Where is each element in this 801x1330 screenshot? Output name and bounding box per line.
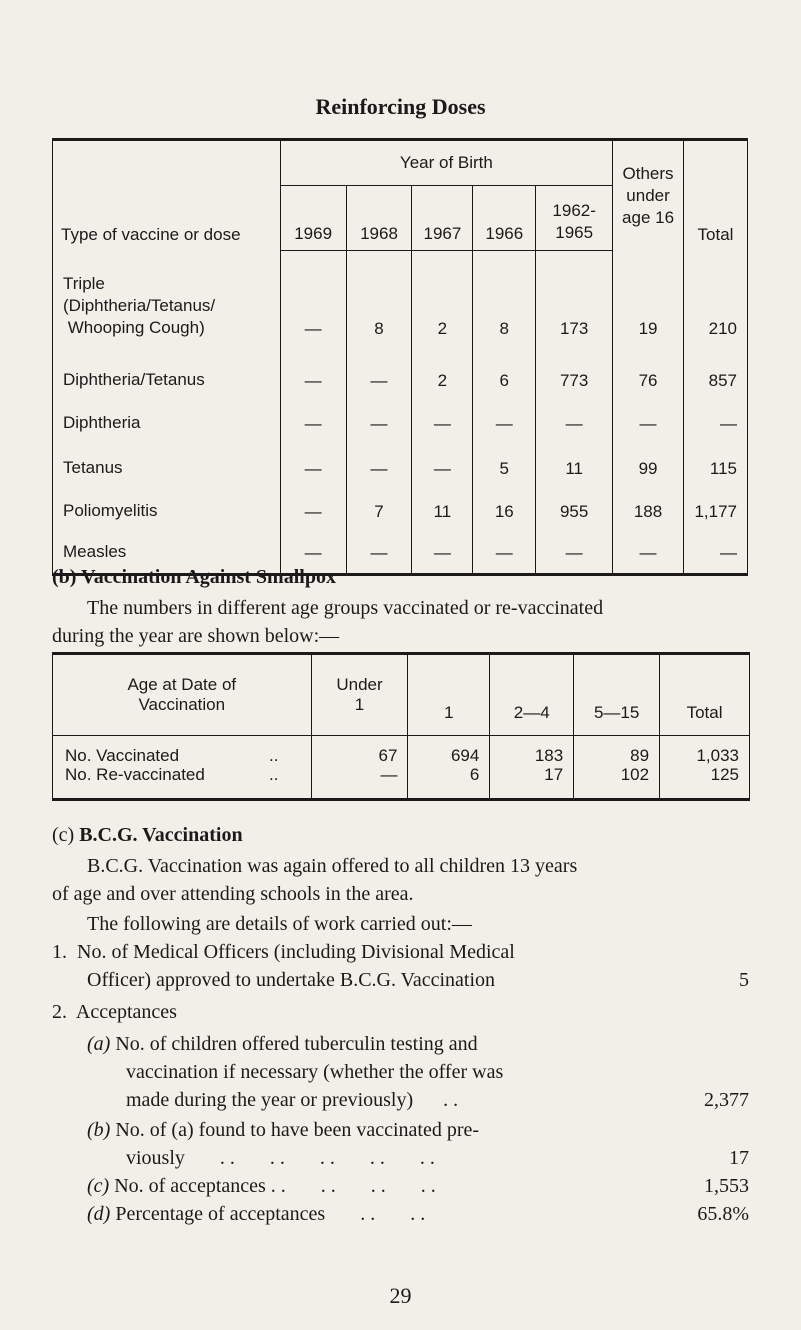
- bcg-item-a-continued: made during the year or previously) . .: [126, 1089, 459, 1111]
- table-cell: —: [536, 525, 613, 575]
- bcg-item-1-value: 5: [739, 969, 749, 991]
- table-cell-total: 857: [683, 342, 747, 394]
- row-labels: [53, 736, 312, 800]
- table-row: [53, 437, 748, 482]
- bcg-item-a-value: 2,377: [704, 1089, 749, 1111]
- table-cell: —: [473, 394, 536, 437]
- year-of-birth-header: Year of Birth: [280, 140, 612, 186]
- row-label: Measles: [63, 542, 127, 561]
- table-cell: 773: [536, 342, 613, 394]
- column-header-type: Type of vaccine or dose: [61, 224, 241, 244]
- table-cell: —: [346, 394, 412, 437]
- table-cell: —: [280, 251, 346, 343]
- row-label: Diphtheria/Tetanus: [63, 370, 205, 389]
- bcg-item-c: (c) No. of acceptances . . . . . . . .: [87, 1175, 436, 1197]
- table-cell-total: —: [683, 394, 747, 437]
- column-header-age-1: 1: [408, 654, 490, 736]
- column-header-age-2-4: 2—4: [490, 654, 574, 736]
- bcg-item-1: 1. No. of Medical Officers (including Divisional Medical: [52, 941, 515, 963]
- table-cell: —: [280, 437, 346, 482]
- table-cell: 173: [536, 251, 613, 343]
- row-label-text: No. Vaccinated No. Re-vaccinated: [65, 746, 205, 784]
- bcg-item-c-value: 1,553: [704, 1175, 749, 1197]
- row-label: Poliomyelitis: [63, 501, 158, 520]
- table-row: [53, 394, 748, 437]
- table-cell: —: [412, 394, 473, 437]
- column-header-year: 1967: [412, 186, 473, 251]
- table-cell: —: [536, 394, 613, 437]
- table-cell: 76: [613, 342, 684, 394]
- smallpox-vaccination-table: [52, 652, 750, 801]
- column-header-age: Age at Date of Vaccination: [53, 654, 312, 736]
- table-cell: 955: [536, 482, 613, 525]
- bcg-item-a: (a) No. of children offered tuberculin testing and: [87, 1033, 478, 1055]
- table-cell: —: [346, 525, 412, 575]
- column-header-year: 1962- 1965: [536, 186, 613, 251]
- bcg-paragraph-line: B.C.G. Vaccination was again offered to all children 13 years: [87, 855, 578, 877]
- bcg-item-1-continued: Officer) approved to undertake B.C.G. Vaccination: [87, 969, 496, 991]
- column-header-total: Total: [683, 140, 747, 251]
- table-cell-total: 1,177: [683, 482, 747, 525]
- section-heading-bcg: (c) B.C.G. Vaccination: [52, 824, 243, 846]
- bcg-item-b: (b) No. of (a) found to have been vaccinated pre-: [87, 1119, 480, 1141]
- table-cell: 11: [412, 482, 473, 525]
- bcg-item-2: 2. Acceptances: [52, 1001, 177, 1023]
- table-cell: —: [280, 394, 346, 437]
- bcg-paragraph-line: of age and over attending schools in the area.: [52, 883, 414, 905]
- table-cell-total: 210: [683, 251, 747, 343]
- table-cell: 67 —: [311, 736, 408, 800]
- row-label: Tetanus: [63, 458, 123, 477]
- table-cell: 19: [613, 251, 684, 343]
- table-row: [53, 736, 750, 800]
- leader-dots: .. ..: [269, 746, 279, 784]
- column-header-others: Others under age 16: [613, 140, 684, 251]
- table-cell-total: 1,033 125: [660, 736, 750, 800]
- table-cell: 2: [412, 251, 473, 343]
- column-header-year: 1966: [473, 186, 536, 251]
- table-cell: 183 17: [490, 736, 574, 800]
- bcg-item-a-continued: vaccination if necessary (whether the offer was: [126, 1061, 504, 1083]
- table-cell: 5: [473, 437, 536, 482]
- table-cell-total: —: [683, 525, 747, 575]
- column-header-total: Total: [660, 654, 750, 736]
- table-cell: —: [280, 482, 346, 525]
- table-cell: —: [412, 437, 473, 482]
- reinforcing-doses-table: [52, 138, 748, 576]
- bcg-item-d-value: 65.8%: [697, 1203, 749, 1225]
- table-cell: —: [346, 342, 412, 394]
- table-cell: 11: [536, 437, 613, 482]
- table-cell: 89 102: [574, 736, 660, 800]
- table-cell: 2: [412, 342, 473, 394]
- table-cell: —: [280, 525, 346, 575]
- table-cell-total: 115: [683, 437, 747, 482]
- table-cell: 99: [613, 437, 684, 482]
- bcg-item-b-continued: viously . . . . . . . . . .: [126, 1147, 435, 1169]
- table-cell: —: [412, 525, 473, 575]
- column-header-under-1: Under 1: [311, 654, 408, 736]
- table-cell: 8: [473, 251, 536, 343]
- table-row: [53, 342, 748, 394]
- table-cell: —: [280, 342, 346, 394]
- page-number: 29: [389, 1283, 412, 1308]
- smallpox-intro-line: during the year are shown below:—: [52, 625, 340, 647]
- table-cell: 6: [473, 342, 536, 394]
- table-row: [53, 482, 748, 525]
- row-label: Diphtheria: [63, 413, 141, 432]
- column-header-age-5-15: 5—15: [574, 654, 660, 736]
- table-cell: 16: [473, 482, 536, 525]
- smallpox-intro-line: The numbers in different age groups vaccinated or re-vaccinated: [87, 597, 604, 619]
- table-cell: 7: [346, 482, 412, 525]
- table-cell: —: [613, 394, 684, 437]
- column-header-year: 1969: [280, 186, 346, 251]
- table-cell: —: [613, 525, 684, 575]
- section-heading-smallpox: (b) Vaccination Against Smallpox: [52, 566, 336, 588]
- row-label: Triple (Diphtheria/Tetanus/ Whooping Cough): [63, 274, 216, 337]
- table-cell: 694 6: [408, 736, 490, 800]
- page-title: Reinforcing Doses: [315, 94, 486, 119]
- bcg-paragraph-line: The following are details of work carried out:—: [87, 913, 472, 935]
- table-cell: 188: [613, 482, 684, 525]
- bcg-item-d: (d) Percentage of acceptances . . . .: [87, 1203, 426, 1225]
- table-row: [53, 251, 748, 343]
- table-cell: —: [346, 437, 412, 482]
- table-cell: 8: [346, 251, 412, 343]
- table-cell: —: [473, 525, 536, 575]
- bcg-item-b-value: 17: [729, 1147, 749, 1169]
- column-header-year: 1968: [346, 186, 412, 251]
